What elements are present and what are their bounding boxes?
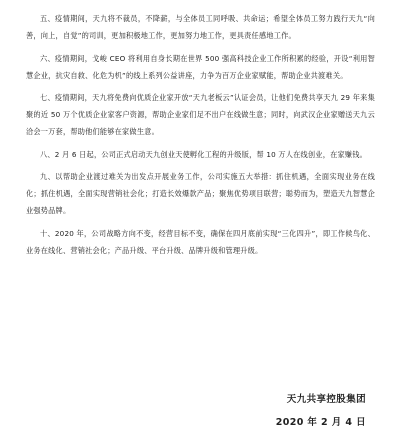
- signature-organization: 天九共享控股集团: [286, 394, 366, 405]
- paragraph-10: 十、2020 年，公司战略方向不变，经营目标不变，确保在四月底前实现“三化四升”，即工作候鸟化、业务在线化、营销社会化；产品升级、平台升级、品牌升级和管理升级。: [26, 228, 375, 255]
- paragraph-7: 七、疫情期间，天九将免费向优质企业家开放“天九老板云”认证会员，让他们免费共享天九 29 年来集聚的近 50 万个优质企业家客户资源，帮助企业家们足不出户在线做生意；同时，向武汉企业家赠送天九云洽会一万套，帮助他们能够在家做生意。: [26, 93, 375, 136]
- paragraph-5: 五、疫情期间，天九将不裁员，不降薪，与全体员工同呼吸、共命运；希望全体员工努力践行天九“向善，向上，自觉”的司训，更加积极地工作，更加努力地工作，更具责任感地工作。: [26, 14, 375, 40]
- signature-date: 2020 年 2 月 4 日: [275, 417, 366, 428]
- paragraph-9: 九、以帮助企业渡过难关为出发点开展业务工作，公司实施五大举措：抓住机遇，全面实现业务在线化；抓住机遇，全面实现营销社会化；打造长效爆款产品；聚焦优势项目联营；聪势而为，塑造天九智慧企业强势品牌。: [26, 172, 375, 215]
- paragraph-6: 六、疫情期间，戈峻 CEO 将利用自身长期在世界 500 强高科技企业工作所积累的经验，开设“利用智慧企业，抗灾自救、化危为机”的线上系列公益讲座，力争为百万企业家赋能，帮助企业共渡难关。: [26, 53, 375, 80]
- paragraph-8: 八、2 月 6 日起，公司正式启动天九创业天使孵化工程的升级版，帮 10 万人在线创业，在家赚钱。: [40, 149, 368, 159]
